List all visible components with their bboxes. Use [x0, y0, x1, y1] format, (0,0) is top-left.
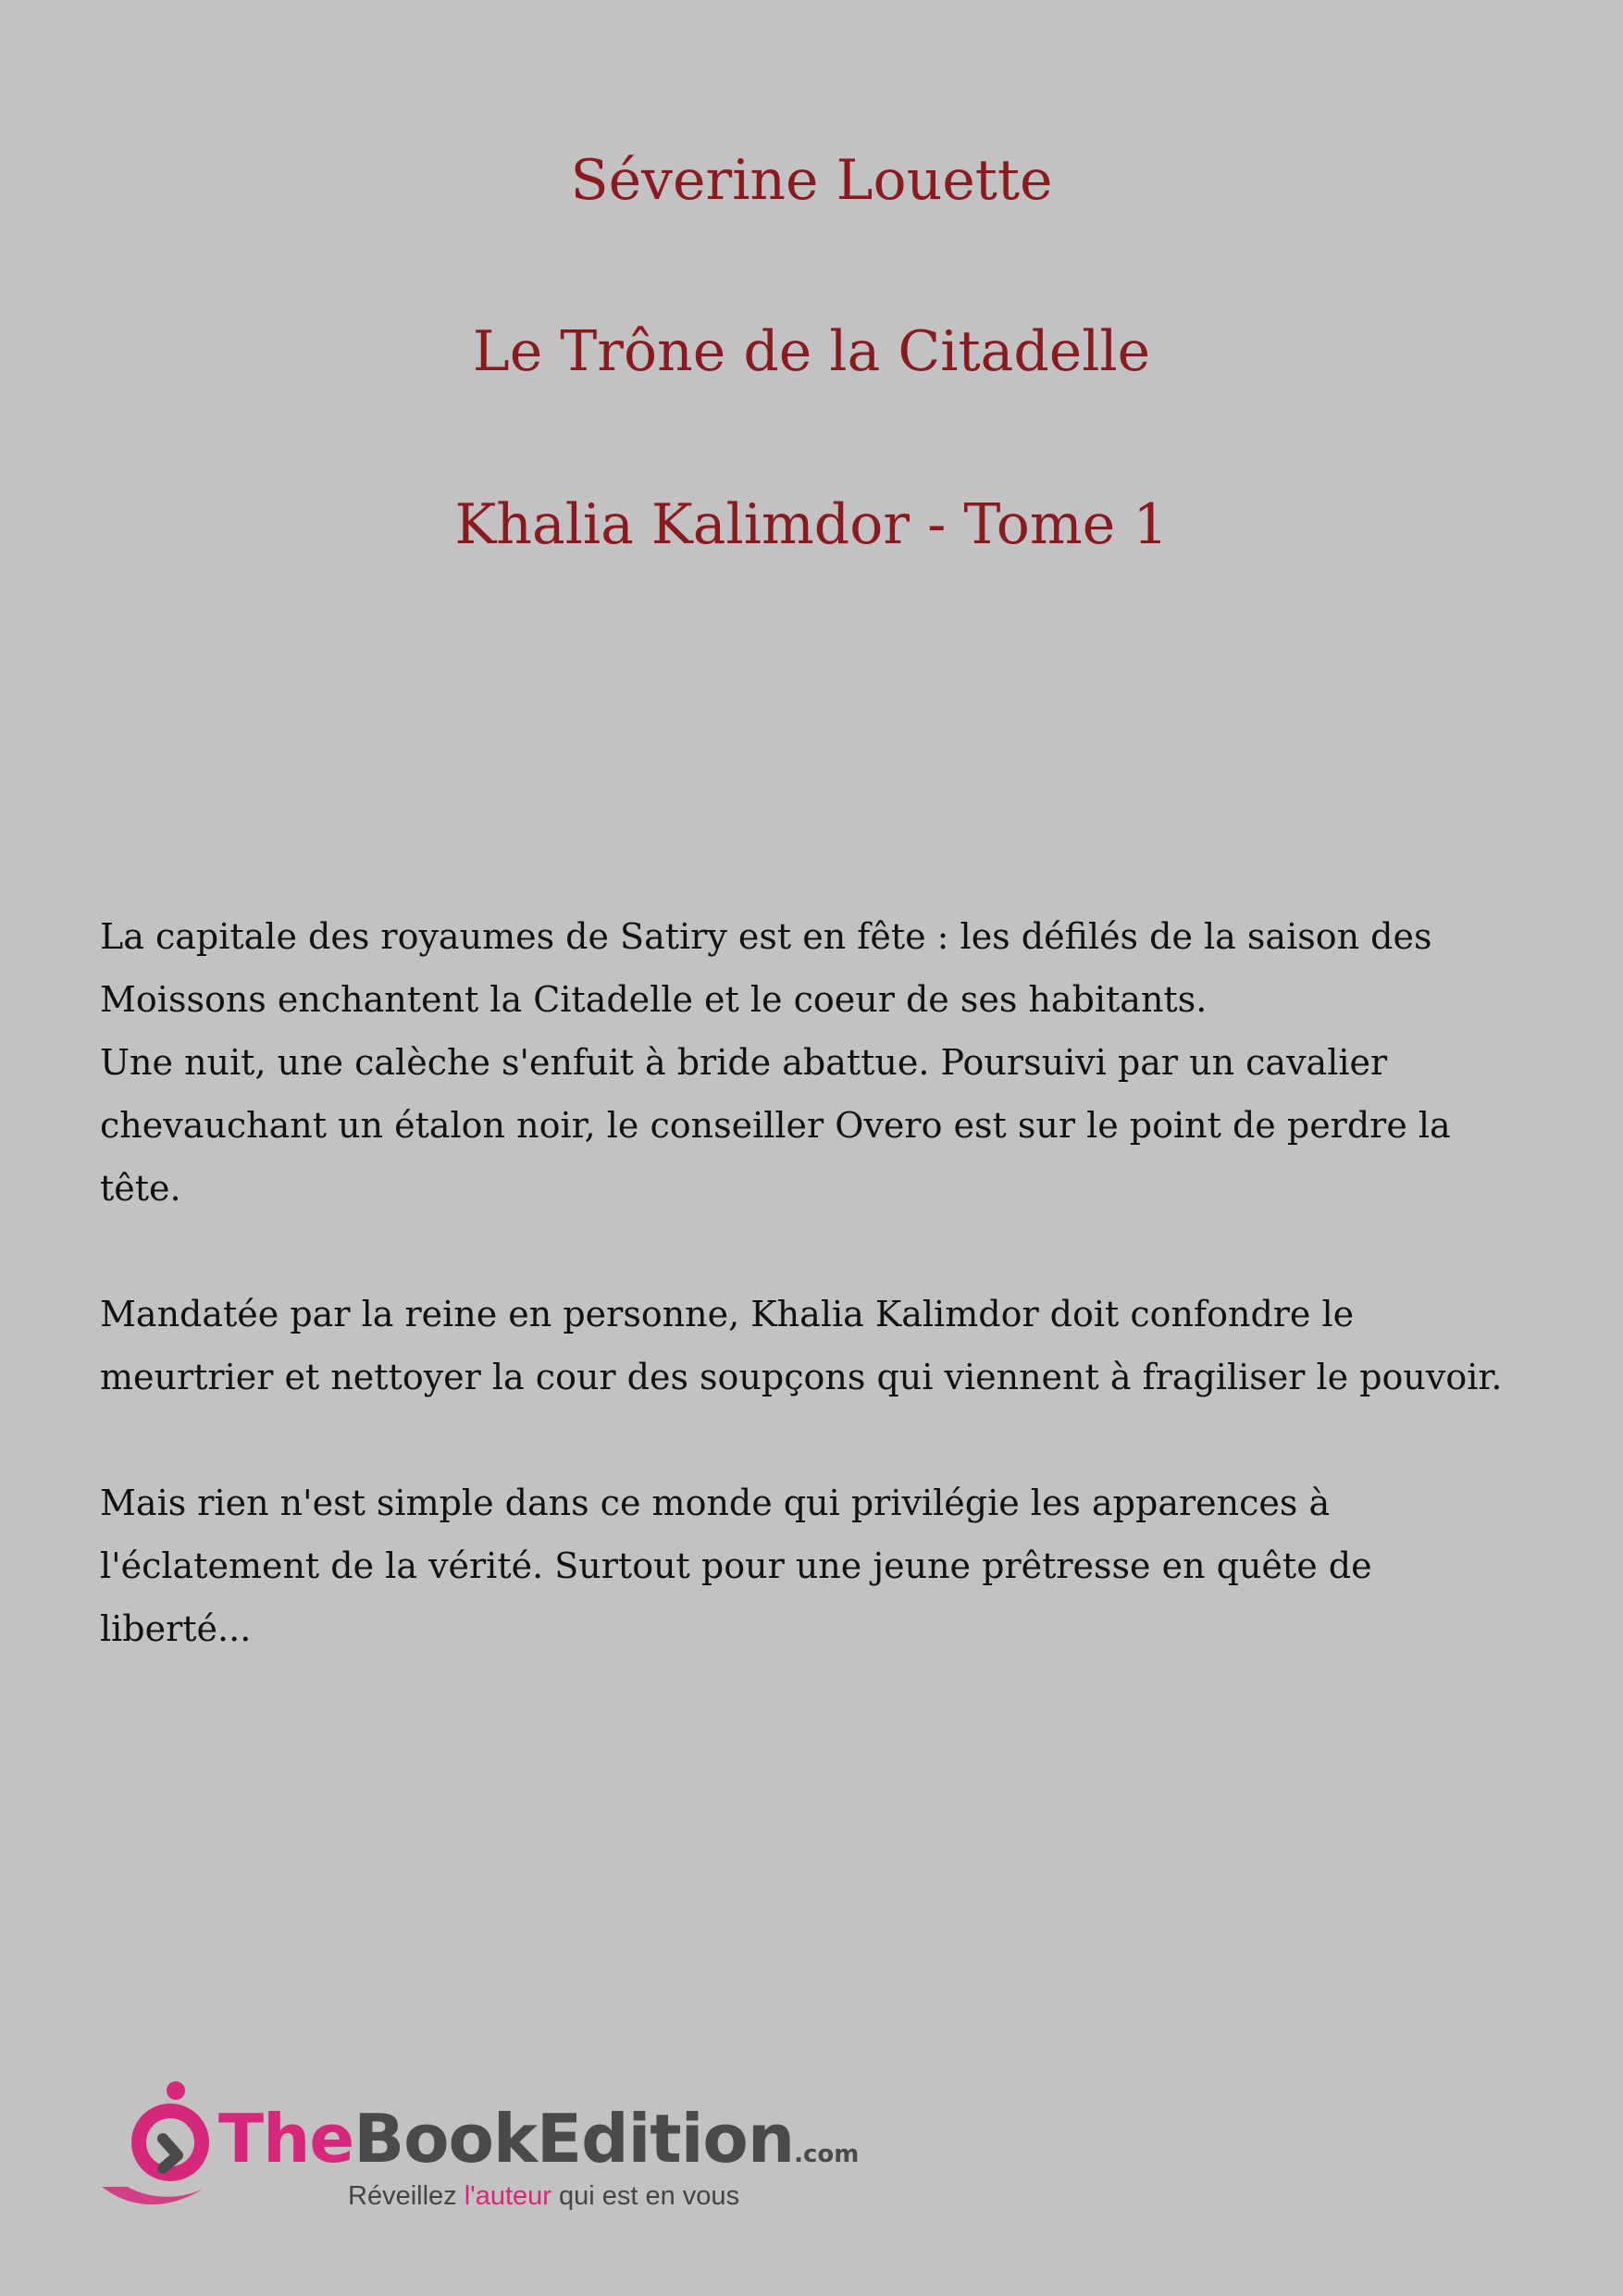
- logo-wordmark: [218, 2100, 860, 2178]
- paragraph-spacer: [100, 1409, 1525, 1471]
- blurb-paragraph-2: [100, 1283, 1525, 1409]
- blurb-line: l'éclatement de la vérité. Surtout pour une jeune prêtresse en quête de: [100, 1545, 1372, 1586]
- back-cover-blurb: [100, 905, 1525, 1660]
- blurb-line: Mais rien n'est simple dans ce monde qui privilégie les apparences à: [100, 1483, 1331, 1523]
- blurb-line: meurtrier et nettoyer la cour des soupçons qui viennent à fragiliser le pouvoir.: [100, 1357, 1503, 1397]
- tagline-start: Réveillez: [348, 2181, 465, 2211]
- blurb-line: Moissons enchantent la Citadelle et le coeur de ses habitants.: [100, 979, 1208, 1020]
- paragraph-spacer: [100, 1220, 1525, 1283]
- logo-the: The: [218, 2100, 354, 2178]
- tagline-accent: l'auteur: [464, 2181, 551, 2211]
- blurb-line: Mandatée par la reine en personne, Khalia Kalimdor doit confondre le: [100, 1294, 1355, 1334]
- tagline-end: qui est en vous: [551, 2181, 740, 2211]
- blurb-line: La capitale des royaumes de Satiry est en fête : les défilés de la saison des: [100, 916, 1432, 957]
- logo-book-edition: BookEdition: [353, 2100, 795, 2178]
- series-title: Khalia Kalimdor - Tome 1: [454, 492, 1169, 557]
- thebookedition-logo-icon: [100, 2078, 218, 2216]
- blurb-paragraph-3: [100, 1471, 1525, 1660]
- logo-dot-com: .com: [794, 2141, 860, 2168]
- logo-tagline: [348, 2181, 739, 2212]
- book-title: Le Trône de la Citadelle: [472, 319, 1151, 384]
- author-name: Séverine Louette: [570, 148, 1053, 213]
- publisher-logo[interactable]: [100, 2078, 860, 2216]
- blurb-line: Une nuit, une calèche s'enfuit à bride abattue. Poursuivi par un cavalier: [100, 1042, 1388, 1083]
- blurb-line: liberté...: [100, 1608, 252, 1649]
- blurb-line: tête.: [100, 1168, 181, 1209]
- blurb-line: chevauchant un étalon noir, le conseiller Overo est sur le point de perdre la: [100, 1105, 1451, 1146]
- blurb-paragraph-1: [100, 905, 1525, 1220]
